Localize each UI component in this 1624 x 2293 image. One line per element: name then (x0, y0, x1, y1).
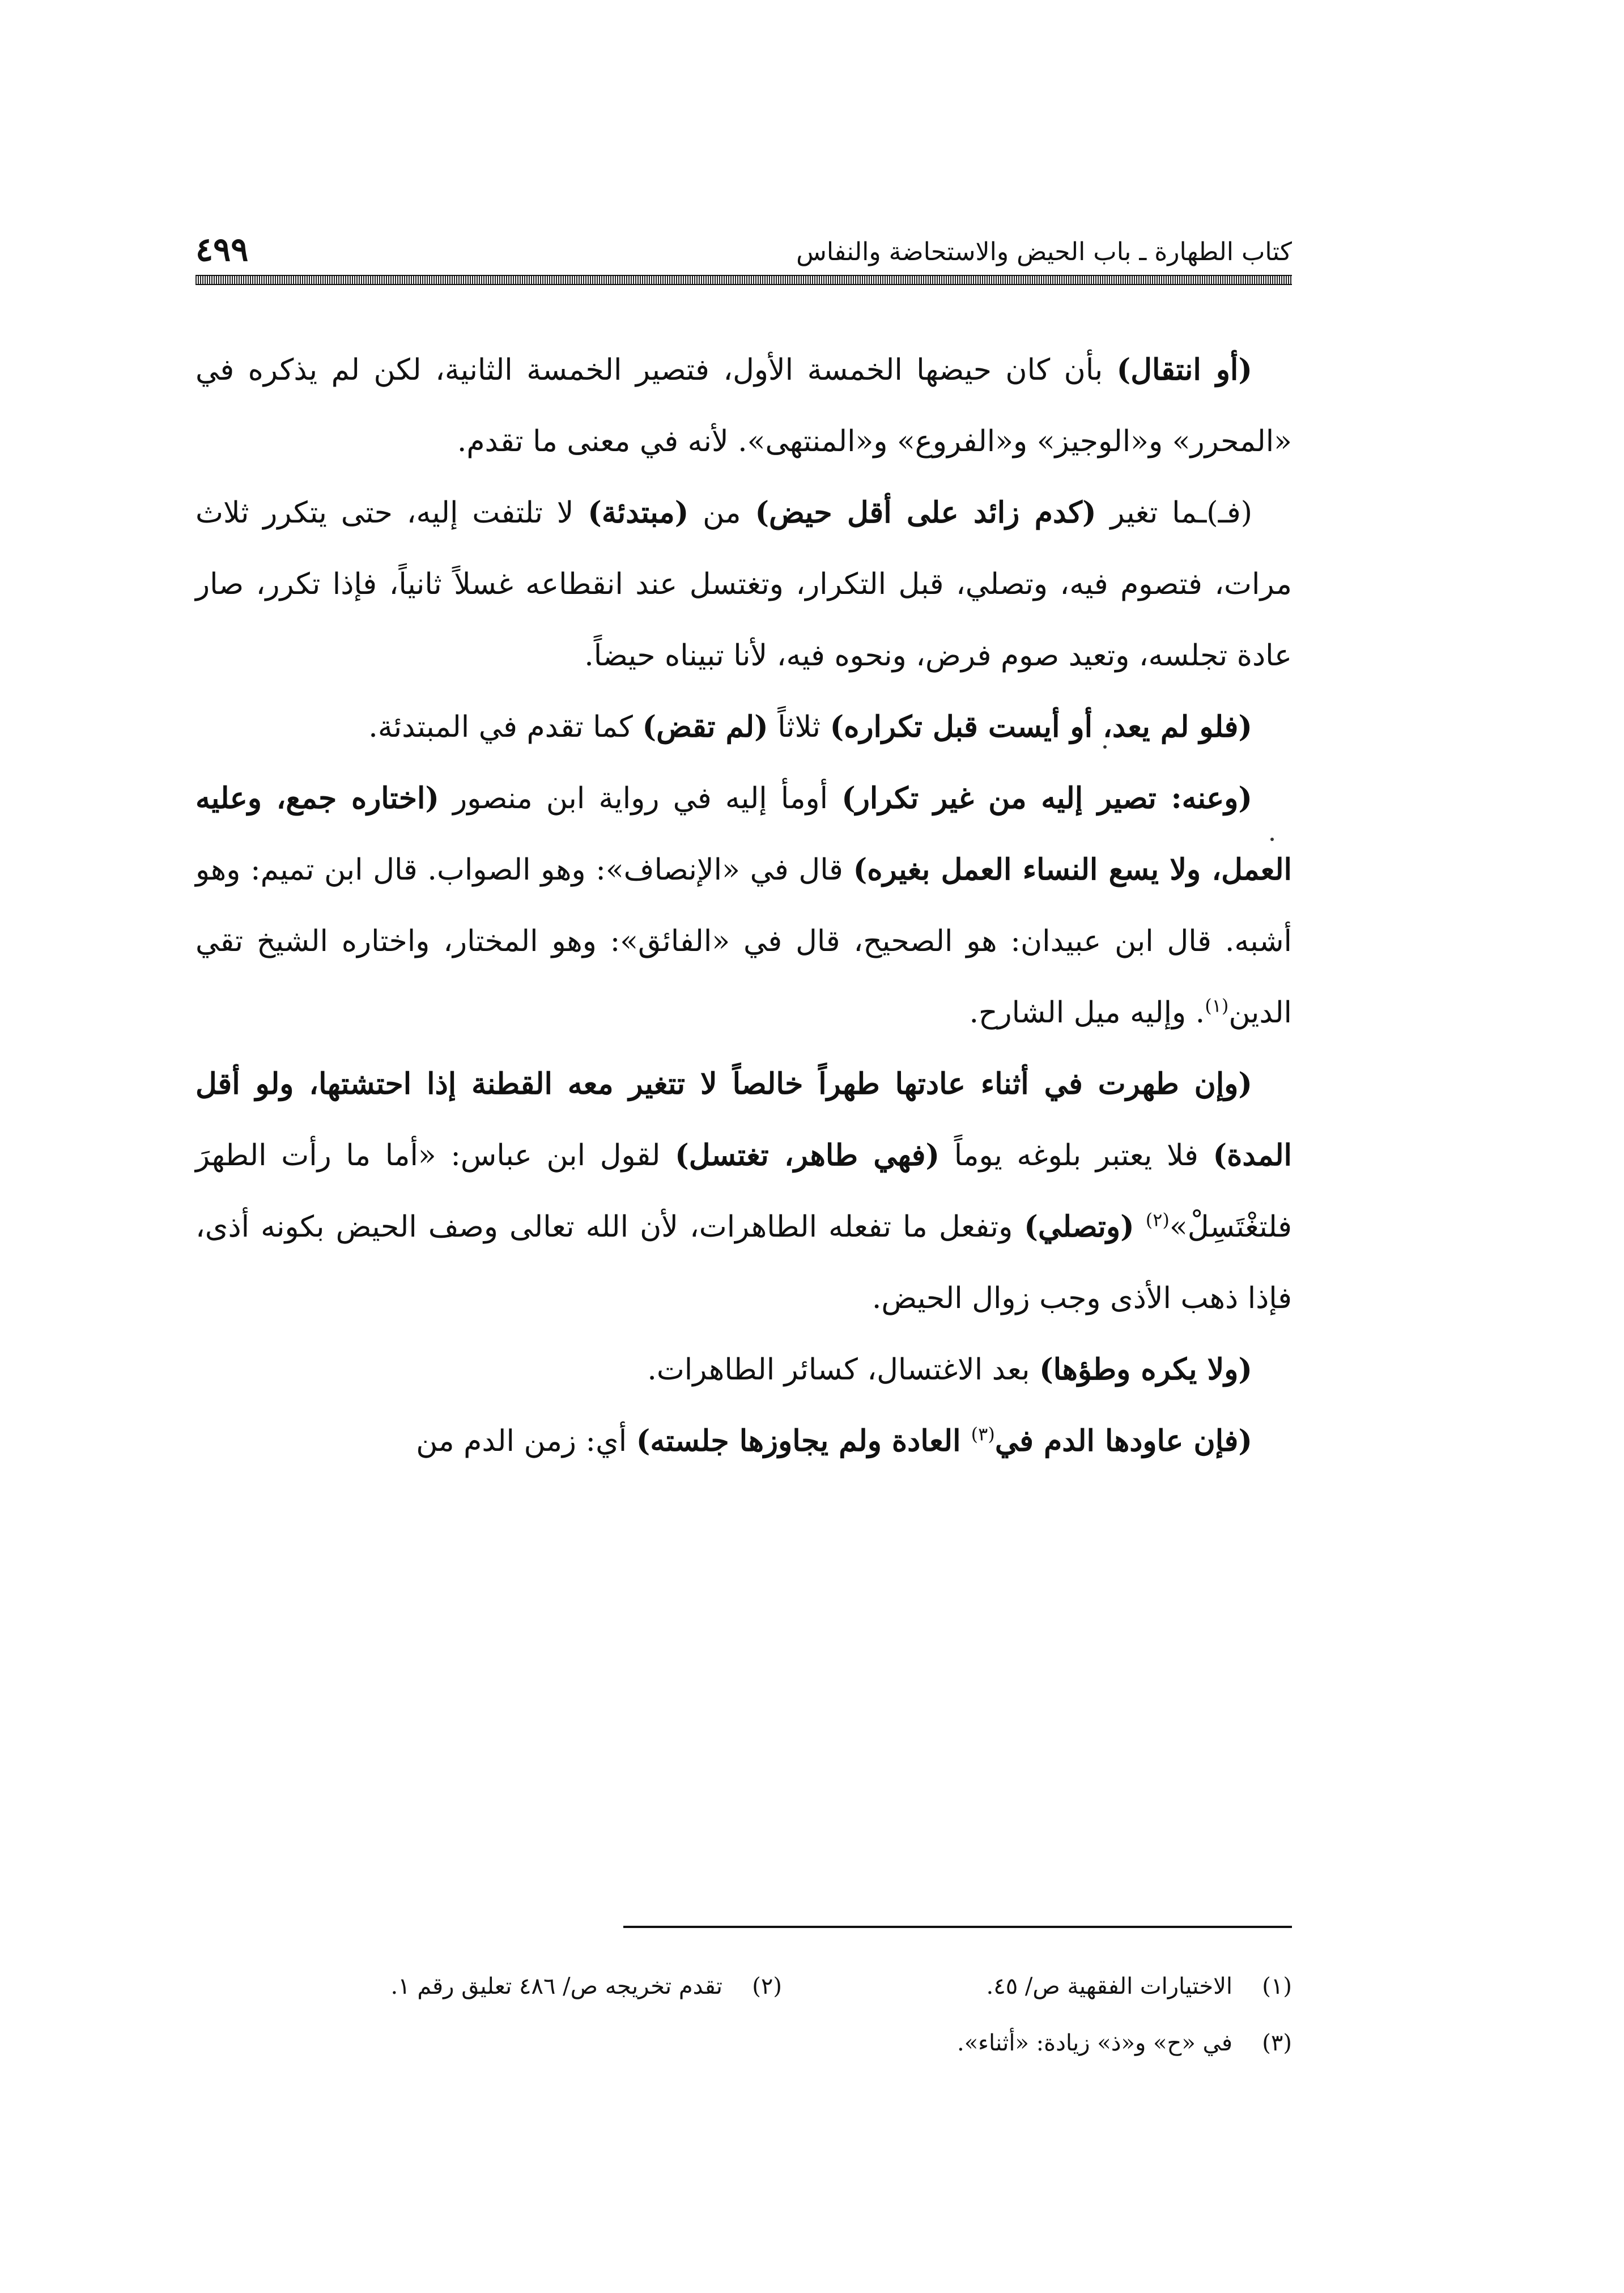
sharh-text: بعد الاغتسال، كسائر الطاهرات. (647, 1353, 1040, 1387)
paragraph (195, 1405, 1292, 1477)
paragraph (195, 763, 1292, 1048)
paragraph-indent (1252, 1353, 1292, 1387)
page-number: ٤٩٩ (195, 230, 249, 269)
sharh-text: لا تلتفت إليه، حتى يتكرر ثلاث مرات، فتصوم فيه، وتصلي، قبل التكرار، وتغتسل عند انقطاعه غسلاً ثانياً، فإذا تكرر، صار عادة تجلسه، وتعيد صوم فرض، ونحوه فيه، لأنا تبيناه حيضاً. (195, 496, 1292, 673)
sharh-text: (فـ)ـما تغير (1096, 496, 1252, 530)
matn-text: (كدم زائد على أقل حيض) (755, 495, 1096, 530)
matn-text: (فلو لم يعد، أو أيست قبل تكراره) (830, 710, 1252, 744)
running-header (195, 224, 1292, 269)
matn-text: (ولا يكره وطؤها) (1039, 1352, 1252, 1387)
paragraph-indent (1252, 710, 1292, 744)
footnote-1 (782, 1958, 1292, 2015)
footnote-reference: (٣) (971, 1423, 995, 1445)
sharh-text (1134, 1210, 1146, 1244)
matn-text: (لم تقض) (642, 710, 768, 744)
sharh-text: بأن كان حيضها الخمسة الأول، فتصير الخمسة الثانية، لكن لم يذكره في «المحرر» و«الوجيز» و«الفروع» و«المنتهى». لأنه في معنى ما تقدم. (195, 353, 1292, 458)
sharh-text: فلا يعتبر بلوغه يوماً (939, 1139, 1213, 1173)
matn-text: (وتصلي) (1024, 1209, 1134, 1244)
paragraph (195, 334, 1292, 477)
scan-speck (1270, 838, 1274, 841)
sharh-text: . وإليه ميل الشارح. (969, 996, 1205, 1030)
matn-text: (مبتدئة) (588, 495, 689, 530)
footnote-text: في «ح» و«ذ» زيادة: «أثناء». (956, 2030, 1232, 2056)
footnote-reference: (١) (1205, 995, 1229, 1017)
matn-text: (فإن عاودها الدم في (994, 1424, 1252, 1458)
matn-text: (أو انتقال) (1116, 353, 1252, 387)
footnote-number: (١) (1262, 1973, 1292, 1999)
sharh-text: لقول ابن عباس: «أما ما رأت الطهرَ فلتغْتَسِلْ» (195, 1139, 1293, 1244)
paragraph-indent (1252, 353, 1292, 387)
paragraph (195, 477, 1292, 691)
paragraph-indent (1252, 1067, 1292, 1101)
matn-text: العادة ولم يجاوزها جلسته) (636, 1424, 971, 1458)
page (195, 0, 1292, 2293)
sharh-text: ثلاثاً (768, 710, 830, 744)
matn-text: (فهي طاهر، تغتسل) (675, 1138, 940, 1173)
sharh-text: من (688, 496, 755, 530)
scan-speck (1103, 745, 1107, 749)
footnotes (195, 1958, 1292, 2071)
paragraph (195, 691, 1292, 763)
sharh-text: قال في «الإنصاف»: وهو الصواب. قال ابن تميم: وهو أشبه. قال ابن عبيدان: هو الصحيح، قال في «الفائق»: وهو المختار، واختاره الشيخ تقي الدين (195, 853, 1292, 1030)
sharh-text: أي: زمن الدم من (416, 1424, 636, 1458)
footnote-number: (٢) (752, 1973, 782, 1999)
sharh-text: وتفعل ما تفعله الطاهرات، لأن الله تعالى وصف الحيض بكونه أذى، فإذا ذهب الأذى وجب زوال الحيض. (195, 1210, 1292, 1315)
body-text (195, 334, 1292, 1477)
paragraph-indent (1252, 1424, 1292, 1458)
sharh-text: أومأ إليه في رواية ابن منصور (439, 782, 842, 816)
footnote-3 (782, 2015, 1292, 2071)
header-rule (195, 275, 1292, 285)
footnote-row (195, 2015, 1292, 2071)
matn-text: (اختاره جمع، وعليه العمل، ولا يسع النساء العمل بغيره) (195, 781, 1292, 887)
footnote-reference: (٢) (1145, 1209, 1170, 1231)
sharh-text: كما تقدم في المبتدئة. (368, 710, 643, 744)
paragraph (195, 1048, 1292, 1334)
paragraph-indent (1252, 782, 1292, 816)
paragraph (195, 1334, 1292, 1405)
footnote-text: تقدم تخريجه ص/ ٤٨٦ تعليق رقم ١. (390, 1973, 722, 1999)
footnote-number: (٣) (1262, 2030, 1292, 2056)
running-title: كتاب الطهارة ـ باب الحيض والاستحاضة والنفاس (796, 237, 1292, 266)
matn-text: (وعنه: تصير إليه من غير تكرار) (841, 781, 1252, 816)
footnote-text: الاختيارات الفقهية ص/ ٤٥. (986, 1973, 1232, 1999)
paragraph-indent (1252, 496, 1292, 530)
footnote-2 (272, 1958, 782, 2015)
footnote-row (195, 1958, 1292, 2015)
footnote-rule (623, 1926, 1292, 1928)
matn-text: (وإن طهرت في أثناء عادتها طهراً خالصاً لا تتغير معه القطنة إذا احتشتها، ولو أقل المدة) (195, 1067, 1292, 1173)
